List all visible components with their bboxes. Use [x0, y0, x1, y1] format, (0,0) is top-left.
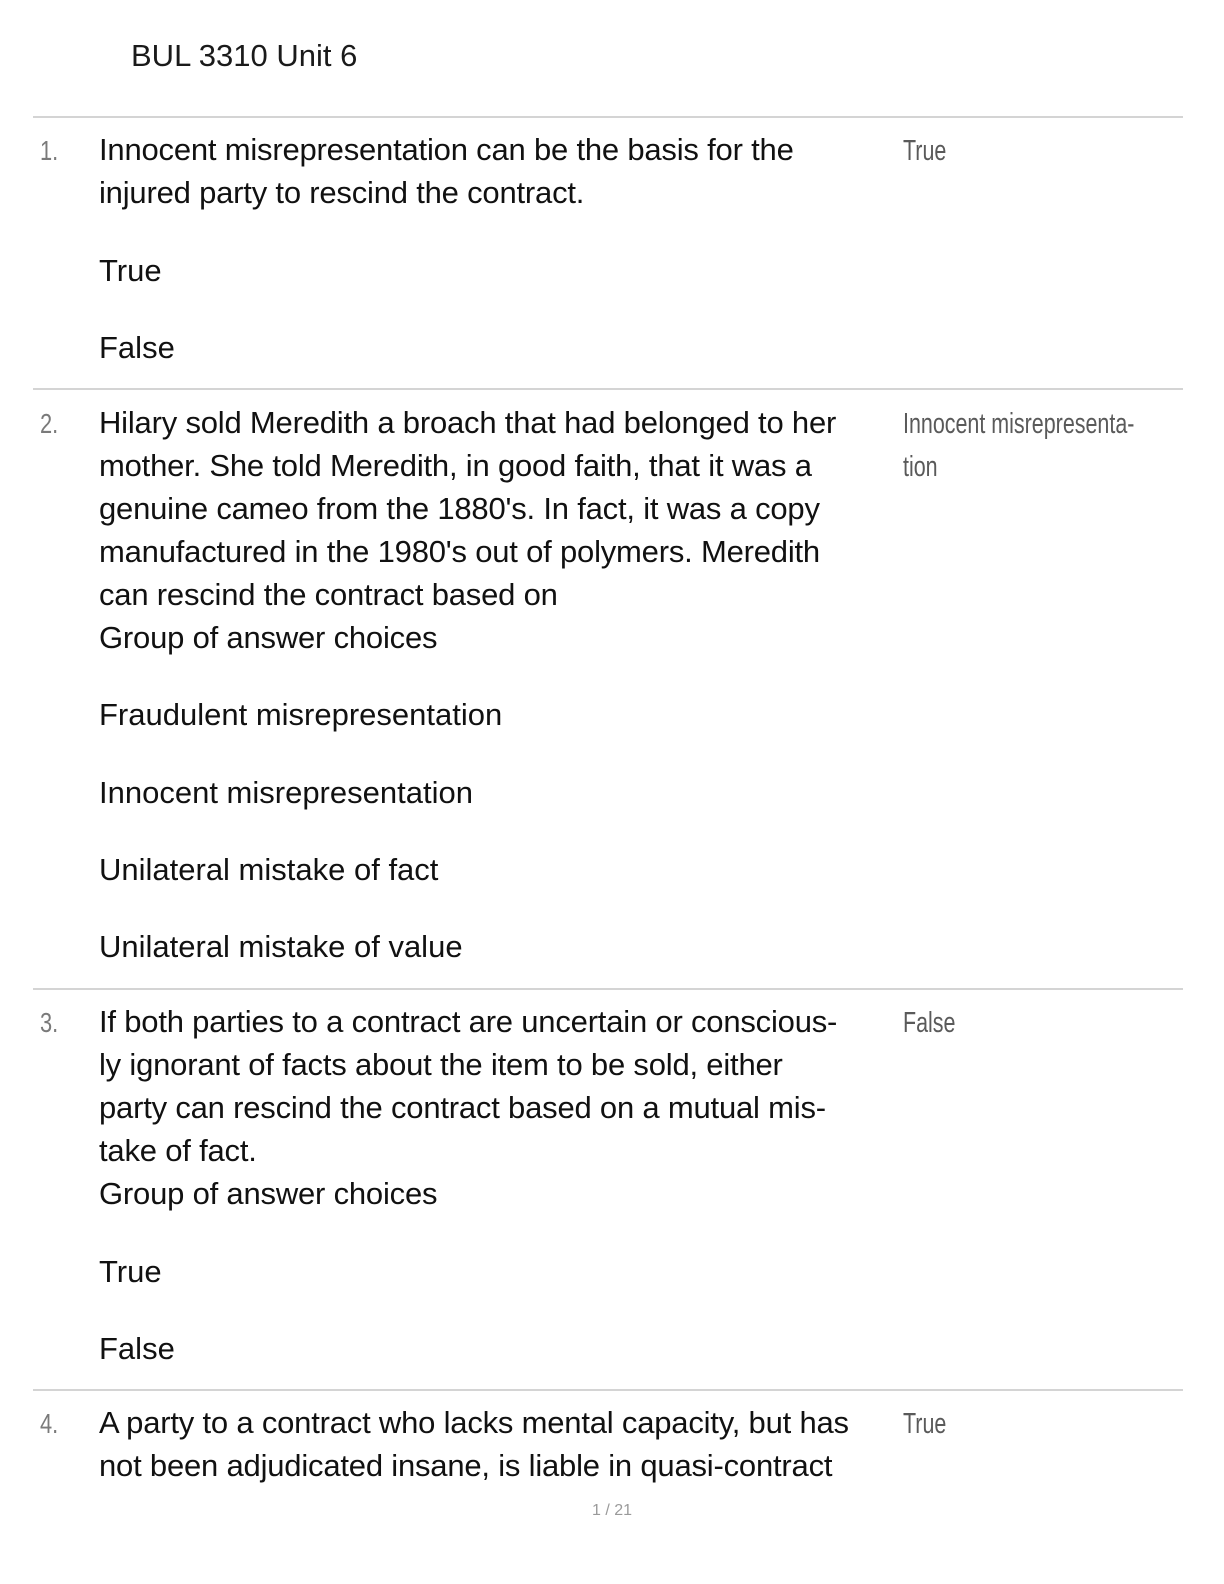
question-text-line: Group of answer choices [99, 620, 438, 655]
question-text-line: mother. She told Meredith, in good faith, that it was a [99, 448, 812, 483]
answer-choice: False [99, 330, 175, 365]
question-text-line: If both parties to a contract are uncertain or conscious- [99, 1004, 838, 1039]
correct-answer [903, 1002, 955, 1045]
question-text [99, 1401, 899, 1487]
question-number: 1. [40, 135, 59, 166]
divider [33, 1389, 1183, 1391]
question-text [99, 1000, 899, 1215]
question-text-line: party can rescind the contract based on a mutual mis- [99, 1090, 826, 1125]
question-number: 4. [40, 1408, 59, 1439]
correct-answer-line: False [903, 1007, 956, 1039]
question-text-line: Group of answer choices [99, 1176, 438, 1211]
divider [33, 988, 1183, 990]
question-text-line: Innocent misrepresentation can be the basis for the [99, 132, 794, 167]
answer-choice: Innocent misrepresentation [99, 775, 473, 810]
question-text [99, 128, 899, 214]
divider [33, 388, 1183, 390]
divider [33, 116, 1183, 118]
correct-answer-line: True [903, 1408, 947, 1440]
question-text-line: can rescind the contract based on [99, 577, 558, 612]
correct-answer [903, 1403, 946, 1446]
question-number: 3. [40, 1007, 59, 1038]
page-footer: 1 / 21 [591, 1502, 633, 1519]
answer-choice: True [99, 253, 162, 288]
question-text [99, 401, 899, 659]
question-text-line: take of fact. [99, 1133, 257, 1168]
answer-choice: True [99, 1254, 162, 1289]
correct-answer [903, 403, 1134, 489]
question-text-line: manufactured in the 1980's out of polymers. Meredith [99, 534, 820, 569]
question-text-line: ly ignorant of facts about the item to be sold, either [99, 1047, 783, 1082]
correct-answer-line: tion [903, 451, 938, 483]
answer-choice: Fraudulent misrepresentation [99, 697, 503, 732]
document-title: BUL 3310 Unit 6 [131, 38, 358, 73]
answer-choice: Unilateral mistake of value [99, 929, 463, 964]
correct-answer [903, 130, 946, 173]
correct-answer-line: Innocent misrepresenta- [903, 408, 1135, 440]
question-text-line: genuine cameo from the 1880's. In fact, it was a copy [99, 491, 820, 526]
question-text-line: A party to a contract who lacks mental capacity, but has [99, 1405, 849, 1440]
correct-answer-line: True [903, 135, 947, 167]
question-text-line: not been adjudicated insane, is liable in quasi-contract [99, 1448, 833, 1483]
question-number: 2. [40, 408, 59, 439]
question-text-line: injured party to rescind the contract. [99, 175, 585, 210]
answer-choice: Unilateral mistake of fact [99, 852, 439, 887]
answer-choice: False [99, 1331, 175, 1366]
question-text-line: Hilary sold Meredith a broach that had belonged to her [99, 405, 837, 440]
